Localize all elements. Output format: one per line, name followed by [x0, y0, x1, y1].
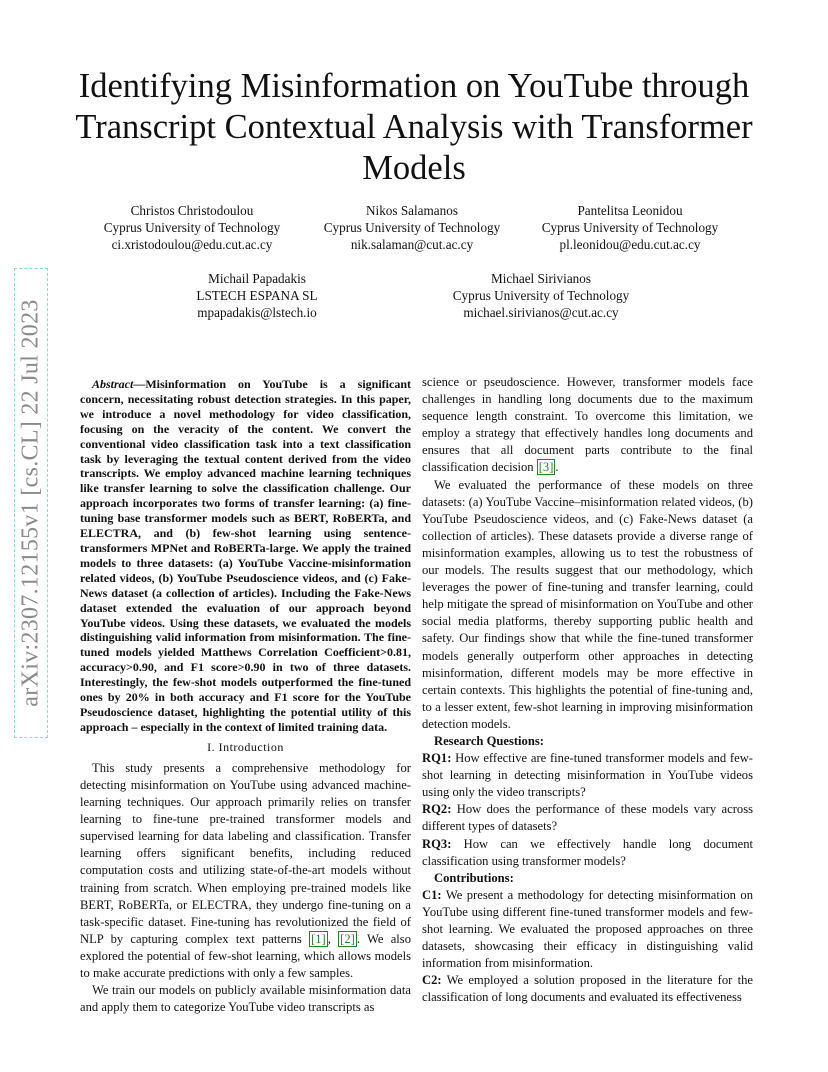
author-email: pl.leonidou@edu.cut.ac.cy	[559, 237, 701, 252]
abstract	[80, 377, 411, 735]
body-paragraph: We evaluated the performance of these models on three datasets: (a) YouTube Vaccine–misinformation related videos, (b) YouTube Pseudoscience videos, and (c) Fake-News dataset (a collection of articles). These datasets provide a diverse range of misinformation examples, allowing us to test the robustness of our models. The results suggest that our methodology, which leverages the power of fine-tuning and transfer learning, could help mitigate the spread of misinformation on YouTube and other social media platforms, thereby supporting public health and safety. Our findings show that while the fine-tuned transformer models generally outperform other approaches in detecting misinformation, different models may be more effective in certain contexts. This highlights the potential of fine-tuning and, to a lesser extent, few-shot learning in improving misinformation detection models.	[422, 477, 753, 731]
author-block	[297, 202, 527, 253]
author-name: Christos Christodoulou	[130, 203, 254, 218]
author-affiliation: Cyprus University of Technology	[323, 220, 501, 235]
citation-link[interactable]: [3]	[538, 460, 554, 475]
intro-paragraph: We train our models on publicly available misinformation data and apply them to categorize YouTube video transcripts as	[80, 983, 411, 1015]
author-email: nik.salaman@cut.ac.cy	[350, 237, 474, 252]
author-name: Nikos Salamanos	[366, 203, 458, 218]
author-name: Michail Papadakis	[208, 271, 306, 286]
contribution-item: C1: We present a methodology for detecting misinformation on YouTube using different fine-tuned transformer models and few-shot learning. We evaluated the proposed approaches on three datasets, showcasing their efficacy in distinguishing valid information from misinformation.	[422, 887, 753, 971]
author-block	[77, 202, 307, 253]
right-column	[422, 374, 753, 1006]
citation-link[interactable]: [2]	[340, 931, 355, 946]
arxiv-sidebar-stamp	[14, 268, 48, 738]
author-block	[142, 270, 372, 321]
paper-title: Identifying Misinformation on YouTube through Transcript Contextual Analysis with Transformer Models	[75, 67, 753, 187]
author-block	[515, 202, 745, 253]
left-column	[80, 377, 411, 1016]
research-question: RQ1: How effective are fine-tuned transformer models and few-shot learning in detecting misinformation in YouTube videos using only the video transcripts?	[422, 751, 753, 800]
author-affiliation: Cyprus University of Technology	[103, 220, 281, 235]
research-question: RQ3: How can we effectively handle long document classification using transformer models?	[422, 836, 753, 868]
citation-link[interactable]: [1]	[311, 931, 326, 946]
abstract-text: —Misinformation on YouTube is a significant concern, necessitating robust detection strategies. In this paper, we introduce a novel methodology for video classification, focusing on the veracity of the content. We convert the conventional video classification task into a text classification task by leveraging the textual content derived from the video transcripts. We employ advanced machine learning techniques like transfer learning to solve the classification challenge. Our approach incorporates two forms of transfer learning: (a) fine-tuning base transformer models such as BERT, RoBERTa, and ELECTRA, and (b) few-shot learning using sentence-transformers MPNet and RoBERTa-large. We apply the trained models to three datasets: (a) YouTube Vaccine-misinformation related videos, (b) YouTube Pseudoscience videos, and (c) Fake-News dataset (a collection of articles). Including the Fake-News dataset extended the evaluation of our approach beyond YouTube videos. Using these datasets, we evaluated the models distinguishing valid information from misinformation. The fine-tuned models yielded Matthews Correlation Coefficient>0.81, accuracy>0.90, and F1 score>0.90 in two of three datasets. Interestingly, the few-shot models outperformed the fine-tuned ones by 20% in both accuracy and F1 score for the YouTube Pseudoscience dataset, highlighting the potential utility of this approach – especially in the context of limited training data.	[80, 377, 411, 734]
section-heading: I. Introduction	[207, 739, 284, 754]
research-questions-heading: Research Questions:	[434, 733, 544, 748]
arxiv-identifier: arXiv:2307.12155v1 [cs.CL] 22 Jul 2023	[17, 299, 44, 707]
author-affiliation: Cyprus University of Technology	[452, 288, 630, 303]
abstract-label: Abstract	[92, 377, 134, 391]
intro-paragraph: This study presents a comprehensive methodology for detecting misinformation on YouTube using advanced machine-learning techniques. Our approach primarily relies on transfer learning to fine-tune pre-trained transformer models and supervised learning for data labeling and classification. Transfer learning offers significant benefits, including reduced computation costs and utilizing state-of-the-art models without training from scratch. When employing pre-trained models like BERT, RoBERTa, or ELECTRA, they undergo fine-tuning on a task-specific dataset. Fine-tuning has revolutionized the field of NLP by capturing complex text patterns [1] , [2] . We also explored the potential of few-shot learning, which allows models to make accurate predictions with only a few samples.	[80, 760, 412, 980]
author-name: Michael Sirivianos	[491, 271, 591, 286]
contributions-heading: Contributions:	[434, 870, 514, 885]
research-question: RQ2: How does the performance of these models vary across different types of datasets?	[422, 802, 753, 834]
author-email: mpapadakis@lstech.io	[197, 305, 317, 320]
author-block	[426, 270, 656, 321]
author-affiliation: Cyprus University of Technology	[541, 220, 719, 235]
author-name: Pantelitsa Leonidou	[577, 203, 683, 218]
author-email: ci.xristodoulou@edu.cut.ac.cy	[111, 237, 273, 252]
author-email: michael.sirivianos@cut.ac.cy	[463, 305, 619, 320]
contribution-item: C2: We employed a solution proposed in the literature for the classification of long documents and evaluated its effectiveness	[422, 973, 753, 1005]
body-paragraph: science or pseudoscience. However, transformer models face challenges in handling long documents due to the maximum sequence length constraint. To overcome this limitation, we employ a strategy that effectively handles long documents and ensures that all document parts contribute to the final classification decision [3] .	[422, 375, 753, 475]
author-affiliation: LSTECH ESPANA SL	[196, 288, 318, 303]
